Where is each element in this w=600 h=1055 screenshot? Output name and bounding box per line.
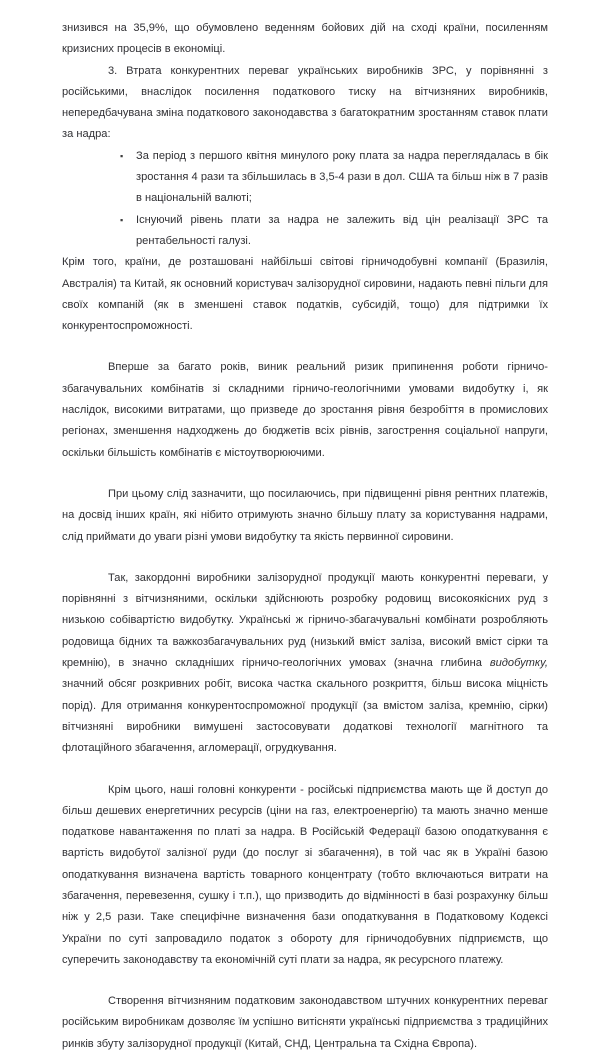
paragraph-numbered-item-3: 3. Втрата конкурентних переваг українських виробників ЗРС, у порівнянні з російськими, внаслідок посилення податкового тиску на вітчизняних виробників, непередбачувана зміна податкового законодавства з багатократним зростанням ставок плати за надра: [62, 64, 548, 141]
list-item-text: Існуючий рівень плати за надра не залежить від цін реалізації ЗРС та рентабельності галузі. [136, 213, 548, 247]
list-item [118, 146, 548, 210]
bullet-icon: ▪ [120, 150, 124, 161]
paragraph-first-time-risk: Вперше за багато років, виник реальний ризик припинення роботи гірничо-збагачувальних комбінатів зі складними гірничо-геологічними умовами видобутку і, як наслідок, високими витратами, що призведе до зростання рівня безробіття в промислових регіонах, зменшення надходжень до бюджетів всіх рівнів, загострення соціальної напруги, оскільки більшість комбінатів є містоутворюючими. [62, 361, 548, 459]
document-body [62, 18, 548, 1055]
paragraph-continuation: знизився на 35,9%, що обумовлено веденням бойових дій на сході країни, посиленням кризисних процесів в економіці. [62, 22, 548, 56]
paragraph-foreign-producers-part1: Так, закордонні виробники залізорудної продукції мають конкурентні переваги, у порівнянні з вітчизняними, оскільки здійснюють розробку родовищ високоякісних руд з низькою собівартістю видобутку. Українські ж гірничо-збагачувальні комбінати розробляють родовища бідних та важкозбагачувальних руд (низький вміст заліза, високий вміст сірки та кремнію), в значно складніших гірничо-геологічних умовах (значна глибина [62, 571, 548, 670]
paragraph-foreign-producers [62, 568, 548, 760]
paragraph-other-countries: Крім того, країни, де розташовані найбільші світові гірничодобувні компанії (Бразилія, Австралія) та Китай, як основний користувач залізорудної сировини, надають певні пільги для своїх компаній (як в зменшені ставок податків, субсидій, тощо) для підтримки їх конкурентоспроможності. [62, 256, 548, 333]
bullet-list [62, 146, 548, 252]
bullet-icon: ▪ [120, 214, 124, 225]
paragraph-artificial-advantages: Створення вітчизняним податковим законодавством штучних конкурентних переваг російським виробникам дозволяє їм успішно витісняти українські підприємства з традиційних ринків збуту залізорудної продукції (Китай, СНД, Центральна та Східна Європа). [62, 995, 548, 1050]
paragraph-should-note: При цьому слід зазначити, що посилаючись, при підвищенні рівня рентних платежів, на досвід інших країн, які нібито отримують значно більшу плату за користування надрами, слід приймати до уваги різні умови видобутку та якість первинної сировини. [62, 487, 548, 543]
paragraph-foreign-producers-part2: значний обсяг розкривних робіт, висока частка скального розкриття, більш висока міцність порід). Для отримання конкурентоспроможної продукції (за вмістом заліза, кремнію, сірки) вітчизняні виробники вимушені застосовувати додаткові технології магнітного та флотаційного збагачення, агломерації, огрудкування. [62, 678, 548, 755]
list-item-text: За період з першого квітня минулого року плата за надра переглядалась в бік зростання 4 рази та збільшилась в 3,5-4 рази в дол. США та більш ніж в 7 разів в національній валюті; [136, 149, 548, 205]
list-item [118, 210, 548, 253]
paragraph-foreign-producers-italic: видобутку, [489, 657, 548, 670]
paragraph-russian-competitors: Крім цього, наші головні конкуренти - російські підприємства мають ще й доступ до більш дешевих енергетичних ресурсів (ціни на газ, електроенергію) та мають значно менше податкове навантаження по платі за надра. В Російській Федерації базою оподаткування є вартість видобутої залізної руди (до послуг зі збагачення), в той час як в Україні базою оподаткування визначена вартість товарного концентрату (тобто включаються витрати на збагачення, перевезення, сушку і т.п.), що призводить до відмінності в базі розрахунку більш ніж у 2,5 рази. Таке специфічне визначення бази оподаткування в Податковому Кодексі України по суті запровадило податок з обороту для гірничодобувних підприємств, що суперечить законодавству та економічній суті плати за надра, як ресурсного платежу. [62, 783, 548, 966]
